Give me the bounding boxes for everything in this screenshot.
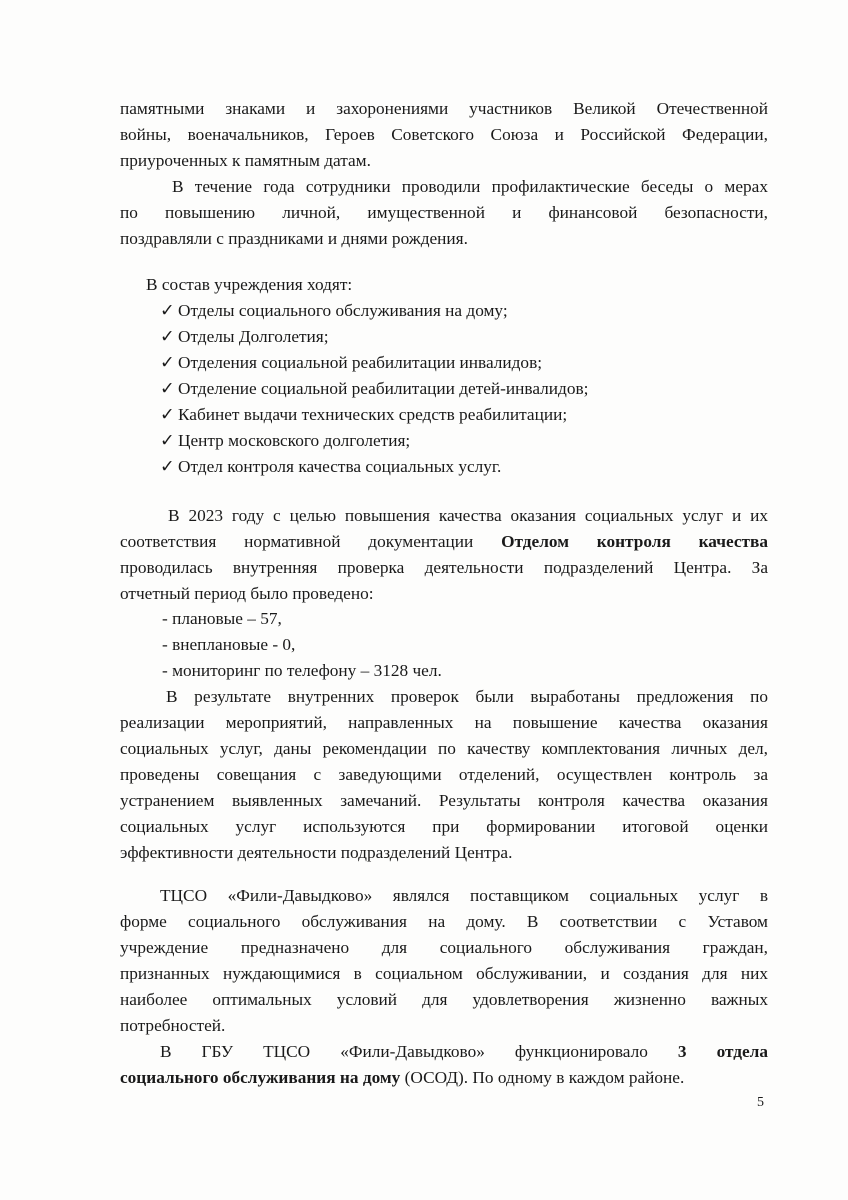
paragraph-line: отчетный период было проведено: [120,584,374,603]
paragraph-line: признанных нуждающимися в социальном обслуживании, и создания для них [120,964,768,983]
paragraph-line: приуроченных к памятным датам. [120,151,371,170]
bold-text: социального обслуживания на дому [120,1068,401,1087]
list-item: ✓ Кабинет выдачи технических средств реабилитации; [160,402,588,428]
list-item: ✓ Отделы социального обслуживания на дому; [160,298,588,324]
paragraph-line: проведены совещания с заведующими отделений, осуществлен контроль за [120,765,768,784]
paragraph-line: учреждение предназначено для социального обслуживания граждан, [120,938,768,957]
list-item: ✓ Отделения социальной реабилитации инвалидов; [160,350,588,376]
page-number: 5 [757,1095,764,1110]
list-item: ✓ Отдел контроля качества социальных услуг. [160,454,588,480]
paragraph-line: потребностей. [120,1016,226,1035]
paragraph-line: социального обслуживания на дому (ОСОД). По одному в каждом районе. [120,1068,685,1087]
paragraph-line: В 2023 году с целью повышения качества оказания социальных услуг и их [168,506,768,525]
paragraph-line: поздравляли с праздниками и днями рождения. [120,229,468,248]
paragraph-line: реализации мероприятий, направленных на повышение качества оказания [120,713,768,732]
checks-item: - внеплановые - 0, [162,635,296,654]
paragraph-line: проводилась внутренняя проверка деятельности подразделений Центра. За [120,558,768,577]
paragraph-line: В ГБУ ТЦСО «Фили-Давыдково» функционировало 3 отдела [160,1042,768,1061]
paragraph-line: памятными знаками и захоронениями участников Великой Отечественной [120,99,768,118]
list-item: ✓ Отделы Долголетия; [160,324,588,350]
checkmark-icon: ✓ [160,405,175,424]
checkmark-icon: ✓ [160,327,175,346]
paragraph-line: устранением выявленных замечаний. Результаты контроля качества оказания [120,791,768,810]
paragraph-line: В результате внутренних проверок были выработаны предложения по [166,687,768,706]
bold-text: Отделом контроля качества [501,532,768,551]
paragraph-line: ТЦСО «Фили-Давыдково» являлся поставщиком социальных услуг в [160,886,768,905]
paragraph-line: социальных услуг используются при формировании итоговой оценки [120,817,768,836]
paragraph-line: форме социального обслуживания на дому. В соответствии с Уставом [120,912,768,931]
paragraph-line: по повышению личной, имущественной и финансовой безопасности, [120,203,768,222]
paragraph-line: В течение года сотрудники проводили профилактические беседы о мерах [172,177,768,196]
checkmark-icon: ✓ [160,431,175,450]
list-item: ✓ Отделение социальной реабилитации детей-инвалидов; [160,376,588,402]
checks-item: - плановые – 57, [162,609,282,628]
checkmark-icon: ✓ [160,301,175,320]
checkmark-icon: ✓ [160,379,175,398]
checkmark-icon: ✓ [160,353,175,372]
paragraph-line: наиболее оптимальных условий для удовлетворения жизненно важных [120,990,768,1009]
bold-text: 3 отдела [677,1042,768,1061]
units-list [160,298,588,480]
list-intro: В состав учреждения ходят: [146,275,353,294]
list-item: ✓ Центр московского долголетия; [160,428,588,454]
checks-item: - мониторинг по телефону – 3128 чел. [162,661,442,680]
paragraph-line: эффективности деятельности подразделений Центра. [120,843,513,862]
checkmark-icon: ✓ [160,457,175,476]
paragraph-line: войны, военачальников, Героев Советского Союза и Российской Федерации, [120,125,768,144]
paragraph-line: соответствия нормативной документации Отделом контроля качества [120,532,768,551]
paragraph-line: социальных услуг, даны рекомендации по качеству комплектования личных дел, [120,739,768,758]
